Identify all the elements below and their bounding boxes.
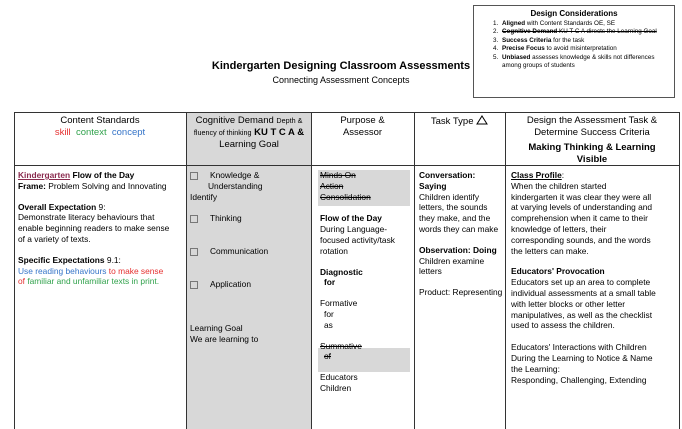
table-left-border [14,112,15,429]
design-item-3: 3. Success Criteria for the task [500,37,670,45]
communication-checkbox[interactable] [190,248,198,256]
thinking-checkbox[interactable] [190,215,198,223]
col-divider-2 [311,112,312,429]
cognitive-demand-cell: Knowledge & Understanding Identify Thinking Communication Application Learning Goal We are learning to [190,170,269,344]
table-top-border [14,112,680,113]
application-checkbox[interactable] [190,281,198,289]
design-item-2: 2. Cognitive Demand KU T C A directs the Learning Goal [500,28,670,36]
col-divider-1 [186,112,187,429]
triangle-icon [476,115,488,125]
header-purpose-assessor: Purpose & Assessor [340,115,385,138]
header-content-standards: Content Standards skill context concept [54,115,146,138]
design-item-4: 4. Precise Focus to avoid misinterpretation [500,45,670,53]
design-considerations-title: Design Considerations [530,9,618,18]
header-design-task: Design the Assessment Task & Determine Success Criteria Making Thinking & Learning Visible [526,115,658,165]
content-standards-cell: Kindergarten Flow of the Day Frame: Problem Solving and Innovating Overall Expectation 9: Demonstrate literacy behaviours that enable beginning readers to make sense of a variety of texts. Specific Expectations 9.1: Use reading behaviours to make sense of familiar and unfamiliar texts in print. [18,170,170,287]
purpose-assessor-cell: Minds On Action Consolidation Flow of the Day During Language- focused activity/task rotation Diagnostic for Formative for as Summative of Educators Children [320,170,395,393]
task-type-cell: Conversation: Saying Children identify letters, the sounds they make, and the words they can make Observation: Doing Children examine letters Product: Representing [419,170,503,298]
design-item-1: 1. Aligned with Content Standards OE, SE [500,20,670,28]
design-item-5: 5. Unbiased assesses knowledge & skills not differences among groups of students [500,54,670,71]
design-task-cell: Class Profile: When the children started kindergarten it was clear they were all at varying levels of understanding and comprehension when it came to their knowledge of letters, their corresponding sounds, and the words the letters can make. Educators' Provocation Educators set up an area to complete individual assessments at a small table with letter blocks or other letter manipulatives, as well as the checklist used to assess the children. Educators' Interactions with Children During the Learning to Notice & Name the Learning: Responding, Challenging, Extending [511,170,656,385]
knowledge-checkbox[interactable] [190,172,198,180]
page-subtitle: Connecting Assessment Concepts [272,75,410,85]
col-divider-3 [414,112,415,429]
header-task-type: Task Type [414,115,505,128]
page-title: Kindergarten Designing Classroom Assessments [211,60,471,72]
header-cognitive-demand: Cognitive Demand Depth & fluency of thinking KU T C A & Learning Goal [193,115,305,150]
table-right-border [679,112,680,429]
